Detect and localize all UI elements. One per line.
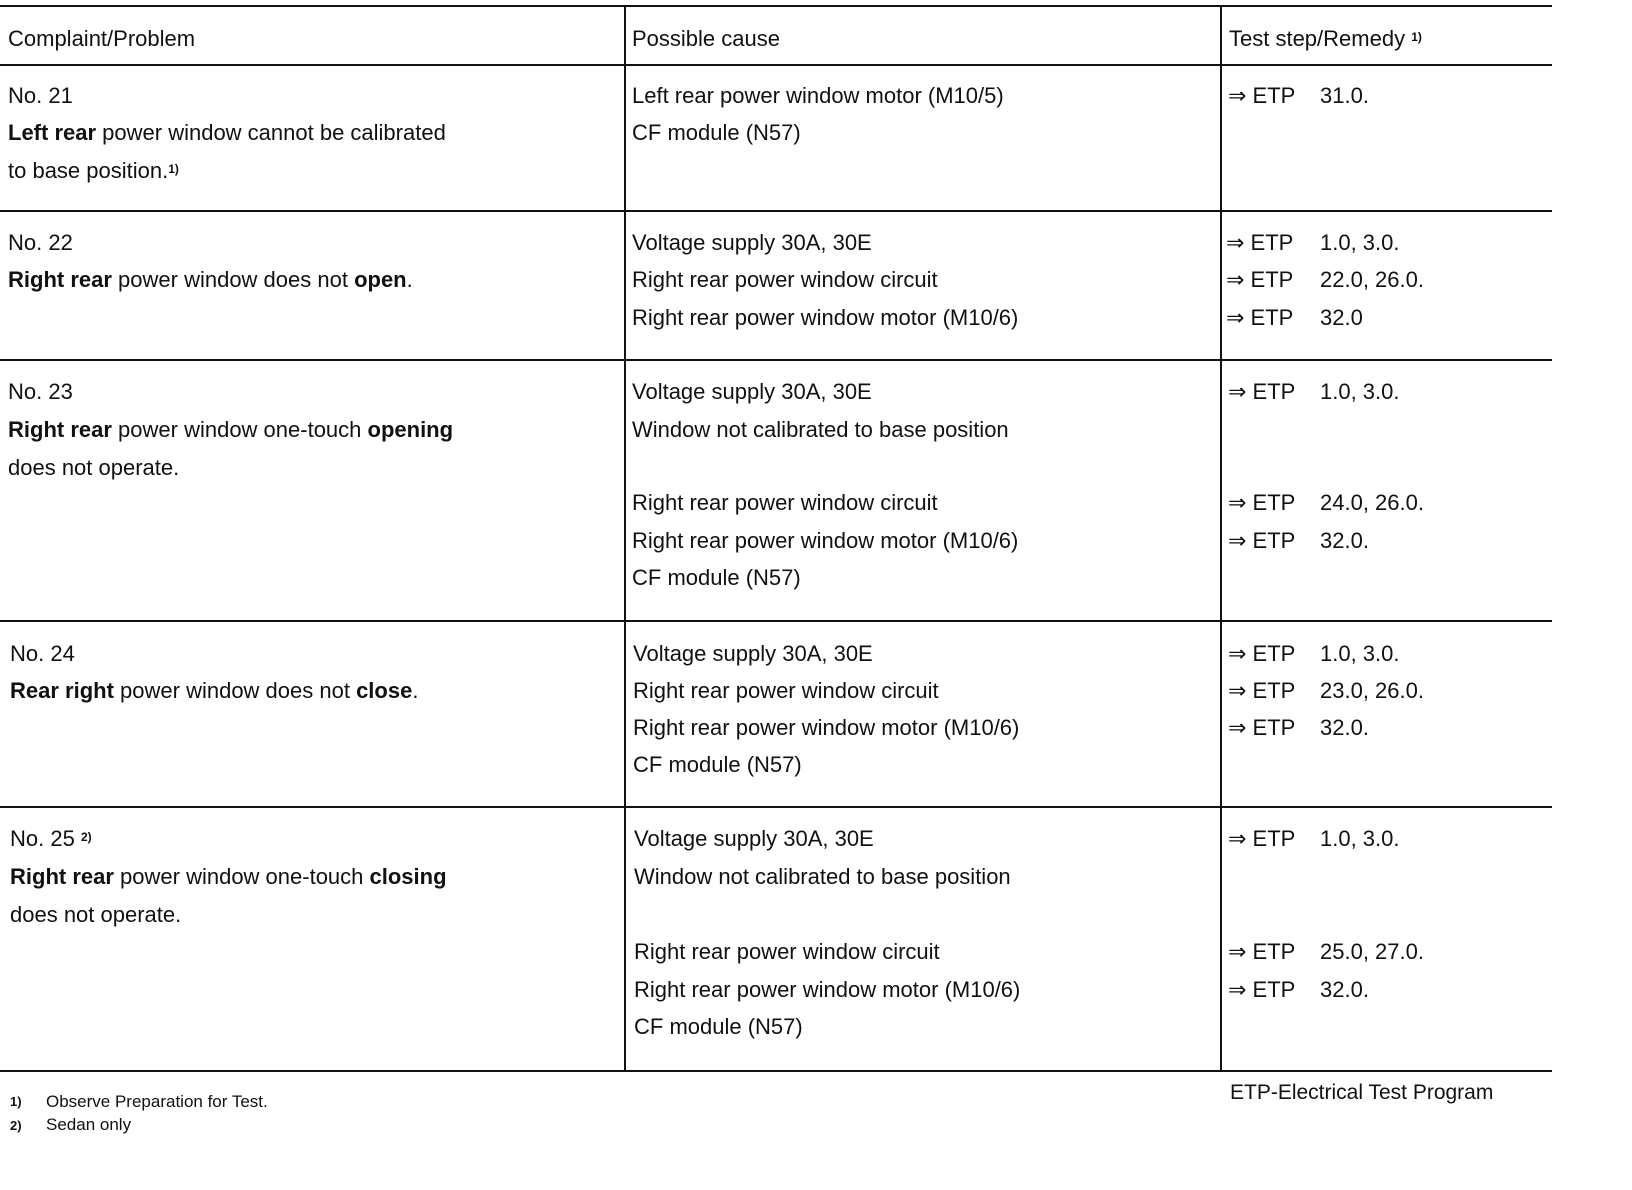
row-23-cause-5: CF module (N57) bbox=[632, 565, 801, 590]
row-25-cause-1: Voltage supply 30A, 30E bbox=[634, 826, 874, 851]
row-22-desc-bold1: Right rear bbox=[8, 267, 112, 292]
row-24-cause-4: CF module (N57) bbox=[633, 752, 802, 777]
row-25-desc-bold1: Right rear bbox=[10, 864, 114, 889]
row-22-remedy-2-steps: 22.0, 26.0. bbox=[1320, 267, 1424, 292]
footnote-2-mark: 2) bbox=[10, 1118, 22, 1133]
row-23-cause-1: Voltage supply 30A, 30E bbox=[632, 379, 872, 404]
row-25-footnote-ref: 2) bbox=[80, 830, 92, 844]
row-23-remedy-2-label: ⇒ ETP bbox=[1228, 490, 1296, 515]
row-25-number-text: No. 25 bbox=[10, 826, 75, 851]
footnote-1-mark: 1) bbox=[10, 1094, 22, 1109]
header-rule bbox=[0, 64, 1552, 66]
row-25-cause-2: Window not calibrated to base position bbox=[634, 864, 1011, 889]
row-rule-23 bbox=[0, 620, 1552, 622]
row-21-cause-2: CF module (N57) bbox=[632, 120, 801, 145]
row-25-number bbox=[10, 826, 92, 852]
row-24-remedy-1-steps: 1.0, 3.0. bbox=[1320, 641, 1400, 666]
row-22-desc bbox=[8, 267, 413, 293]
footnote-1-text: Observe Preparation for Test. bbox=[46, 1092, 268, 1111]
row-21-desc-text2: to base position. bbox=[8, 158, 169, 183]
row-23-remedy-3-steps: 32.0. bbox=[1320, 528, 1369, 553]
header-cause: Possible cause bbox=[632, 26, 780, 51]
row-22-remedy-3-label: ⇒ ETP bbox=[1226, 305, 1294, 330]
row-23-desc-line2: does not operate. bbox=[8, 455, 180, 480]
row-25-remedy-3-steps: 32.0. bbox=[1320, 977, 1369, 1002]
header-remedy bbox=[1229, 26, 1422, 52]
row-23-remedy-1-steps: 1.0, 3.0. bbox=[1320, 379, 1400, 404]
row-rule-22 bbox=[0, 359, 1552, 361]
row-23-desc-line1 bbox=[8, 417, 453, 443]
row-21-desc-bold: Left rear bbox=[8, 120, 97, 145]
row-22-remedy-2-label: ⇒ ETP bbox=[1226, 267, 1294, 292]
row-25-remedy-2-label: ⇒ ETP bbox=[1228, 939, 1296, 964]
col-divider-1 bbox=[624, 5, 626, 1072]
row-22-cause-3: Right rear power window motor (M10/6) bbox=[632, 305, 1019, 330]
row-23-remedy-2-steps: 24.0, 26.0. bbox=[1320, 490, 1424, 515]
row-25-remedy-3-label: ⇒ ETP bbox=[1228, 977, 1296, 1002]
row-22-desc-bold2: open bbox=[354, 267, 407, 292]
row-24-desc bbox=[10, 678, 418, 704]
header-complaint: Complaint/Problem bbox=[8, 26, 196, 51]
row-24-desc-text1: power window does not bbox=[113, 678, 357, 703]
row-24-remedy-2-label: ⇒ ETP bbox=[1228, 678, 1296, 703]
row-rule-24 bbox=[0, 806, 1552, 808]
row-23-cause-4: Right rear power window motor (M10/6) bbox=[632, 528, 1019, 553]
row-25-desc-line1 bbox=[10, 864, 447, 890]
row-22-desc-text2: . bbox=[406, 267, 413, 292]
row-25-remedy-1-label: ⇒ ETP bbox=[1228, 826, 1296, 851]
row-24-number: No. 24 bbox=[10, 641, 75, 666]
row-21-desc-line2 bbox=[8, 158, 179, 184]
row-21-desc-line1 bbox=[8, 120, 446, 146]
row-24-remedy-2-steps: 23.0, 26.0. bbox=[1320, 678, 1424, 703]
etp-legend: ETP-Electrical Test Program bbox=[1230, 1081, 1494, 1104]
row-25-cause-4: Right rear power window motor (M10/6) bbox=[634, 977, 1021, 1002]
row-21-remedy-1-label: ⇒ ETP bbox=[1228, 83, 1296, 108]
row-24-cause-1: Voltage supply 30A, 30E bbox=[633, 641, 873, 666]
row-23-cause-3: Right rear power window circuit bbox=[632, 490, 938, 515]
row-21-cause-1: Left rear power window motor (M10/5) bbox=[632, 83, 1004, 108]
row-24-cause-3: Right rear power window motor (M10/6) bbox=[633, 715, 1020, 740]
row-24-desc-text2: . bbox=[412, 678, 419, 703]
row-24-cause-2: Right rear power window circuit bbox=[633, 678, 939, 703]
row-24-desc-bold1: Rear right bbox=[10, 678, 114, 703]
row-23-desc-text1: power window one-touch bbox=[111, 417, 368, 442]
row-22-cause-1: Voltage supply 30A, 30E bbox=[632, 230, 872, 255]
row-22-number: No. 22 bbox=[8, 230, 73, 255]
top-rule bbox=[0, 5, 1552, 7]
row-21-footnote-ref: 1) bbox=[168, 162, 179, 176]
row-21-desc-text: power window cannot be calibrated bbox=[96, 120, 446, 145]
row-24-remedy-1-label: ⇒ ETP bbox=[1228, 641, 1296, 666]
row-24-remedy-3-label: ⇒ ETP bbox=[1228, 715, 1296, 740]
row-25-desc-text1: power window one-touch bbox=[113, 864, 370, 889]
row-23-remedy-3-label: ⇒ ETP bbox=[1228, 528, 1296, 553]
row-25-desc-bold2: closing bbox=[369, 864, 447, 889]
row-24-remedy-3-steps: 32.0. bbox=[1320, 715, 1369, 740]
header-remedy-footnote-ref: 1) bbox=[1411, 30, 1422, 44]
row-22-remedy-3-steps: 32.0 bbox=[1320, 305, 1363, 330]
row-22-remedy-1-label: ⇒ ETP bbox=[1226, 230, 1294, 255]
row-22-remedy-1-steps: 1.0, 3.0. bbox=[1320, 230, 1400, 255]
row-25-remedy-2-steps: 25.0, 27.0. bbox=[1320, 939, 1424, 964]
row-21-number: No. 21 bbox=[8, 83, 73, 108]
row-21-remedy-1-steps: 31.0. bbox=[1320, 83, 1369, 108]
row-23-remedy-1-label: ⇒ ETP bbox=[1228, 379, 1296, 404]
row-25-desc-line2: does not operate. bbox=[10, 902, 182, 927]
row-23-desc-bold2: opening bbox=[367, 417, 454, 442]
header-remedy-label: Test step/Remedy bbox=[1229, 26, 1406, 51]
col-divider-2 bbox=[1220, 5, 1222, 1072]
row-25-cause-3: Right rear power window circuit bbox=[634, 939, 940, 964]
row-22-desc-text1: power window does not bbox=[111, 267, 355, 292]
row-23-cause-2: Window not calibrated to base position bbox=[632, 417, 1009, 442]
row-rule-21 bbox=[0, 210, 1552, 212]
row-22-cause-2: Right rear power window circuit bbox=[632, 267, 938, 292]
row-25-remedy-1-steps: 1.0, 3.0. bbox=[1320, 826, 1400, 851]
row-23-desc-bold1: Right rear bbox=[8, 417, 112, 442]
row-23-number: No. 23 bbox=[8, 379, 73, 404]
footnote-2-text: Sedan only bbox=[46, 1115, 132, 1134]
row-24-desc-bold2: close bbox=[356, 678, 413, 703]
bottom-rule bbox=[0, 1070, 1552, 1072]
row-25-cause-5: CF module (N57) bbox=[634, 1014, 803, 1039]
